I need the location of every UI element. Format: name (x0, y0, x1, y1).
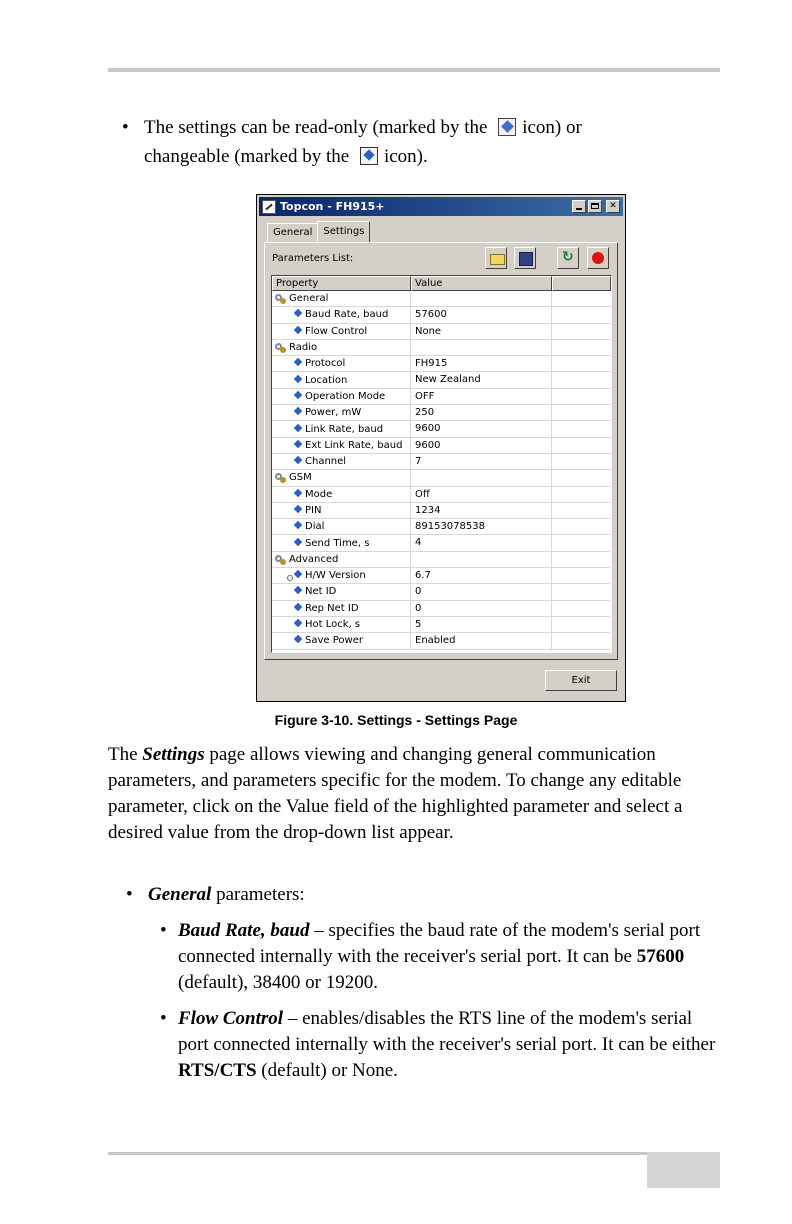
changeable-icon (294, 441, 303, 450)
general-bullet (126, 882, 305, 908)
baud-rate-text-1: – specifies the baud rate of the modem's serial port connected internally with the receiver's serial port. It can be (178, 920, 701, 967)
value-cell[interactable]: OFF (411, 389, 552, 404)
property-cell (272, 617, 411, 632)
empty-cell (552, 438, 611, 453)
property-label: Mode (305, 488, 333, 500)
value-cell[interactable]: 7 (411, 454, 552, 469)
window-title: Topcon - FH915+ (280, 200, 385, 213)
table-row[interactable] (272, 568, 611, 584)
app-icon (262, 200, 276, 214)
empty-cell (552, 372, 611, 387)
general-term: General (148, 884, 212, 905)
property-label: Hot Lock, s (305, 619, 361, 631)
property-cell (272, 405, 411, 420)
value-cell[interactable]: 5 (411, 617, 552, 632)
settings-window (256, 194, 626, 702)
table-row[interactable] (272, 617, 611, 633)
body-paragraph (108, 742, 723, 846)
intro-text-4: icon). (383, 146, 428, 167)
value-cell[interactable]: FH915 (411, 356, 552, 371)
body-text-post: page allows viewing and changing general communication parameters, and parameters specific for the modem. To change any editable parameter, click on the Value field of the highlighted parameter and select a desired value from the drop-down list appear. (108, 744, 683, 843)
intro-text-3: changeable (marked by the (144, 146, 350, 167)
property-cell (272, 633, 411, 648)
stop-button[interactable] (587, 247, 609, 269)
value-cell[interactable]: 4 (411, 535, 552, 550)
figure-caption: Figure 3-10. Settings - Settings Page (274, 712, 518, 728)
changeable-icon (294, 620, 303, 629)
value-cell[interactable]: 89153078538 (411, 519, 552, 534)
property-label: GSM (289, 472, 312, 484)
property-cell (272, 372, 411, 387)
baud-rate-default: 57600 (636, 946, 685, 967)
property-cell (272, 584, 411, 599)
empty-cell (552, 601, 611, 616)
bullet-mark: • (160, 920, 167, 941)
value-cell[interactable]: 57600 (411, 307, 552, 322)
changeable-icon (294, 522, 303, 531)
empty-cell (552, 584, 611, 599)
property-cell (272, 324, 411, 339)
value-cell[interactable]: 9600 (411, 421, 552, 436)
changeable-icon (294, 327, 303, 336)
empty-cell (552, 470, 611, 485)
empty-cell (552, 454, 611, 469)
property-label: Protocol (305, 358, 346, 370)
intro-bullet (122, 113, 722, 171)
tab-strip (267, 223, 370, 243)
property-cell (272, 535, 411, 550)
property-label: Save Power (305, 635, 363, 647)
table-row[interactable] (272, 552, 611, 568)
value-cell[interactable]: Enabled (411, 633, 552, 648)
read-only-icon (287, 571, 303, 580)
parameters-list-label: Parameters List: (272, 253, 354, 264)
intro-text-1: The settings can be read-only (marked by the (144, 117, 488, 138)
value-cell[interactable]: 1234 (411, 503, 552, 518)
empty-cell (552, 535, 611, 550)
empty-cell (552, 340, 611, 355)
empty-cell (552, 356, 611, 371)
parameters-grid (271, 275, 612, 653)
value-cell[interactable]: Off (411, 487, 552, 502)
property-label: PIN (305, 505, 322, 516)
table-row[interactable] (272, 601, 611, 617)
close-button[interactable]: ✕ (606, 200, 620, 213)
open-file-button[interactable] (485, 247, 507, 269)
property-cell (272, 601, 411, 616)
title-bar[interactable] (259, 197, 623, 216)
empty-cell (552, 389, 611, 404)
property-cell (272, 421, 411, 436)
property-label: Operation Mode (305, 390, 386, 402)
exit-button[interactable]: Exit (545, 670, 617, 691)
bullet-mark: • (160, 1008, 167, 1029)
bullet-mark: • (126, 884, 133, 905)
table-row[interactable] (272, 421, 611, 437)
changeable-icon (294, 392, 303, 401)
body-emphasis: Settings (142, 744, 205, 765)
table-row[interactable] (272, 454, 611, 470)
property-cell (272, 438, 411, 453)
empty-cell (552, 617, 611, 632)
table-row[interactable] (272, 487, 611, 503)
tab-settings[interactable]: Settings (317, 221, 370, 244)
table-row[interactable] (272, 633, 611, 649)
property-label: Ext Link Rate, baud (305, 439, 403, 451)
value-cell (411, 291, 552, 306)
save-button[interactable] (514, 247, 536, 269)
maximize-button[interactable] (588, 200, 602, 213)
property-cell (272, 356, 411, 371)
property-cell (272, 291, 411, 306)
flow-control-text-2: (default) or None. (261, 1060, 398, 1081)
settings-panel (264, 242, 618, 660)
table-row[interactable] (272, 291, 611, 307)
empty-cell (552, 405, 611, 420)
property-cell (272, 568, 411, 583)
table-row[interactable] (272, 405, 611, 421)
empty-cell (552, 421, 611, 436)
table-row[interactable] (272, 372, 611, 388)
empty-cell (552, 324, 611, 339)
property-label: Radio (289, 342, 318, 354)
property-cell (272, 389, 411, 404)
empty-cell (552, 291, 611, 306)
intro-text (144, 113, 582, 171)
value-cell (411, 470, 552, 485)
baud-rate-term: Baud Rate, baud (178, 920, 310, 941)
group-gear-icon (274, 293, 286, 304)
refresh-button[interactable] (557, 247, 579, 269)
changeable-icon (294, 408, 303, 417)
table-row[interactable] (272, 438, 611, 454)
column-header-empty (552, 276, 611, 291)
changeable-icon (360, 147, 378, 165)
changeable-icon (294, 506, 303, 515)
value-cell (411, 552, 552, 567)
changeable-icon (294, 310, 303, 319)
value-cell[interactable]: 0 (411, 601, 552, 616)
table-row[interactable] (272, 584, 611, 600)
value-cell[interactable]: New Zealand (411, 372, 552, 387)
changeable-icon (294, 539, 303, 548)
baud-rate-bullet (160, 918, 725, 996)
group-gear-icon (274, 472, 286, 483)
bullet-mark: • (122, 117, 129, 138)
footer-rule (108, 1152, 720, 1155)
body-text-pre: The (108, 744, 138, 765)
page-number-tab (647, 1152, 720, 1188)
empty-cell (552, 552, 611, 567)
table-row[interactable] (272, 535, 611, 551)
property-cell (272, 519, 411, 534)
property-cell (272, 487, 411, 502)
empty-cell (552, 568, 611, 583)
flow-control-default: RTS/CTS (178, 1060, 257, 1081)
changeable-icon (294, 587, 303, 596)
empty-cell (552, 307, 611, 322)
property-label: Net ID (305, 586, 337, 598)
property-label: Power, mW (305, 407, 362, 419)
property-cell (272, 470, 411, 485)
table-row[interactable] (272, 324, 611, 340)
minimize-button[interactable] (572, 200, 586, 213)
baud-rate-text-2: (default), 38400 or 19200. (178, 972, 378, 993)
column-header-value[interactable]: Value (411, 276, 552, 291)
empty-cell (552, 633, 611, 648)
changeable-icon (294, 376, 303, 385)
flow-control-term: Flow Control (178, 1008, 284, 1029)
group-gear-icon (274, 342, 286, 353)
column-header-property[interactable]: Property (272, 276, 411, 291)
intro-text-2: icon) or (522, 117, 582, 138)
changeable-icon (294, 604, 303, 613)
value-cell (411, 340, 552, 355)
property-cell (272, 307, 411, 322)
changeable-icon (294, 359, 303, 368)
general-text: parameters: (216, 884, 305, 905)
property-label: Send Time, s (305, 537, 370, 549)
property-label: Advanced (289, 553, 339, 565)
group-gear-icon (274, 554, 286, 565)
value-cell[interactable]: 9600 (411, 438, 552, 453)
changeable-icon (294, 490, 303, 499)
property-label: Flow Control (305, 325, 368, 337)
property-label: Location (305, 374, 348, 386)
property-label: Channel (305, 456, 347, 468)
property-label: H/W Version (305, 570, 366, 582)
flow-control-bullet (160, 1006, 725, 1084)
property-cell (272, 503, 411, 518)
changeable-icon (294, 425, 303, 434)
flow-control-text-1: – enables/disables the RTS line of the modem's serial port connected internally with the receiver's serial port. It can be either (178, 1008, 716, 1055)
property-label: Baud Rate, baud (305, 309, 389, 321)
tab-general[interactable]: General (267, 223, 318, 243)
empty-cell (552, 503, 611, 518)
read-only-icon (498, 118, 516, 136)
property-cell (272, 454, 411, 469)
property-cell (272, 340, 411, 355)
property-label: Dial (305, 521, 325, 533)
value-cell: 6.7 (411, 568, 552, 583)
table-row[interactable] (272, 307, 611, 323)
table-row[interactable] (272, 389, 611, 405)
grid-body (272, 291, 611, 650)
changeable-icon (294, 636, 303, 645)
value-cell[interactable]: 0 (411, 584, 552, 599)
value-cell[interactable]: None (411, 324, 552, 339)
table-row[interactable] (272, 356, 611, 372)
changeable-icon (294, 457, 303, 466)
empty-cell (552, 519, 611, 534)
table-row[interactable] (272, 503, 611, 519)
table-row[interactable] (272, 340, 611, 356)
value-cell[interactable]: 250 (411, 405, 552, 420)
empty-cell (552, 487, 611, 502)
property-label: General (289, 293, 329, 305)
table-row[interactable] (272, 470, 611, 486)
property-label: Rep Net ID (305, 602, 359, 614)
property-label: Link Rate, baud (305, 423, 384, 435)
grid-header (272, 276, 611, 291)
table-row[interactable] (272, 519, 611, 535)
property-cell (272, 552, 411, 567)
header-rule (108, 68, 720, 72)
